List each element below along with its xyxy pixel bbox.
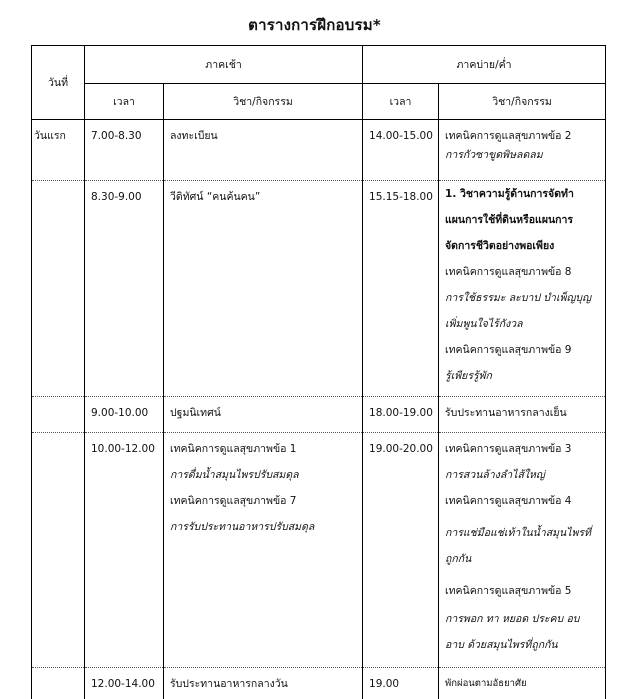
title-asterisk: *: [373, 16, 381, 34]
activity-line: การกัวซาขูดพิษลดลม: [445, 148, 601, 162]
activity-line: เทคนิคการดูแลสุขภาพข้อ 9: [445, 343, 601, 357]
activity-line: 1. วิชาความรู้ด้านการจัดทำ: [445, 187, 601, 201]
activity-line: จัดการชีวิตอย่างพอเพียง: [445, 239, 601, 253]
table-row: [32, 120, 606, 181]
morning-time-cell: 12.00-14.00: [85, 668, 163, 695]
table-row: [32, 397, 606, 433]
afternoon-header: ภาคบ่าย/ค่ำ: [363, 46, 606, 84]
afternoon-activity-header: วิชา/กิจกรรม: [439, 84, 606, 120]
day-cell: [32, 433, 84, 446]
afternoon-activity-cell: [439, 397, 605, 429]
activity-line: รับประทานอาหารกลางวัน: [170, 677, 358, 691]
morning-header: ภาคเช้า: [85, 46, 363, 84]
activity-line: รู้เพียรรู้พัก: [445, 369, 601, 383]
morning-activity-cell: [164, 181, 362, 213]
afternoon-activity-cell: [439, 120, 605, 170]
activity-line: เทคนิคการดูแลสุขภาพข้อ 8: [445, 265, 601, 279]
activity-line: เทคนิคการดูแลสุขภาพข้อ 4: [445, 494, 601, 508]
activity-line: การพอก ทา หยอด ประคบ อบ อาบ ด้วยสมุนไพรที่ถูกกัน: [445, 606, 601, 658]
activity-line: การสวนล้างลำไส้ใหญ่: [445, 468, 601, 482]
morning-time-header: เวลา: [85, 84, 164, 120]
table-row: [32, 181, 606, 397]
activity-line: เทคนิคการดูแลสุขภาพข้อ 7: [170, 494, 358, 508]
morning-activity-cell: [164, 120, 362, 152]
afternoon-time-cell: 19.00-20.00: [363, 433, 438, 460]
activity-line: รับประทานอาหารกลางเย็น: [445, 406, 601, 420]
day-cell: [32, 668, 84, 681]
morning-time-cell: 7.00-8.30: [85, 120, 163, 147]
afternoon-time-cell: 18.00-19.00: [363, 397, 438, 424]
morning-activity-header: วิชา/กิจกรรม: [164, 84, 363, 120]
afternoon-time-cell: 15.15-18.00: [363, 181, 438, 208]
activity-line: เทคนิคการดูแลสุขภาพข้อ 1: [170, 442, 358, 456]
afternoon-time-cell: 14.00-15.00: [363, 120, 438, 147]
activity-line: แผนการใช้ที่ดินหรือแผนการ: [445, 213, 601, 227]
afternoon-time-cell: 19.00: [363, 668, 438, 695]
day-cell: วันแรก: [32, 120, 84, 147]
afternoon-activity-cell: [439, 181, 605, 392]
activity-line: วีดิทัศน์ “คนค้นคน”: [170, 190, 358, 204]
activity-line: การดื่มน้ำสมุนไพรปรับสมดุล: [170, 468, 358, 482]
morning-time-cell: 8.30-9.00: [85, 181, 163, 208]
activity-line: ปฐมนิเทศน์: [170, 406, 358, 420]
activity-line: การรับประทานอาหารปรับสมดุล: [170, 520, 358, 534]
table-row: [32, 433, 606, 668]
activity-line: เทคนิคการดูแลสุขภาพข้อ 5: [445, 584, 601, 598]
morning-activity-cell: [164, 433, 362, 543]
training-schedule-table: [31, 45, 606, 699]
activity-line: การใช้ธรรมะ ละบาป บำเพ็ญบุญ: [445, 291, 601, 305]
table-row: [32, 667, 606, 699]
afternoon-activity-cell: [439, 668, 605, 699]
morning-activity-cell: [164, 668, 362, 699]
activity-line: เทคนิคการดูแลสุขภาพข้อ 2: [445, 129, 601, 143]
morning-activity-cell: [164, 397, 362, 429]
activity-line: เพิ่มพูนใจไร้กังวล: [445, 317, 601, 331]
afternoon-time-header: เวลา: [363, 84, 439, 120]
afternoon-activity-cell: [439, 433, 605, 667]
morning-time-cell: 9.00-10.00: [85, 397, 163, 424]
activity-line: ลงทะเบียน: [170, 129, 358, 143]
activity-line: พักผ่อนตามอัธยาศัย: [445, 677, 601, 691]
page-title: ตารางการฝึกอบรม*: [0, 13, 629, 37]
activity-line: การแช่มือแช่เท้าในน้ำสมุนไพรที่ถูกกัน: [445, 520, 601, 572]
day-cell: [32, 397, 84, 410]
activity-line: เทคนิคการดูแลสุขภาพข้อ 3: [445, 442, 601, 456]
day-cell: [32, 181, 84, 194]
day-column-header: วันที่: [32, 46, 85, 120]
morning-time-cell: 10.00-12.00: [85, 433, 163, 460]
